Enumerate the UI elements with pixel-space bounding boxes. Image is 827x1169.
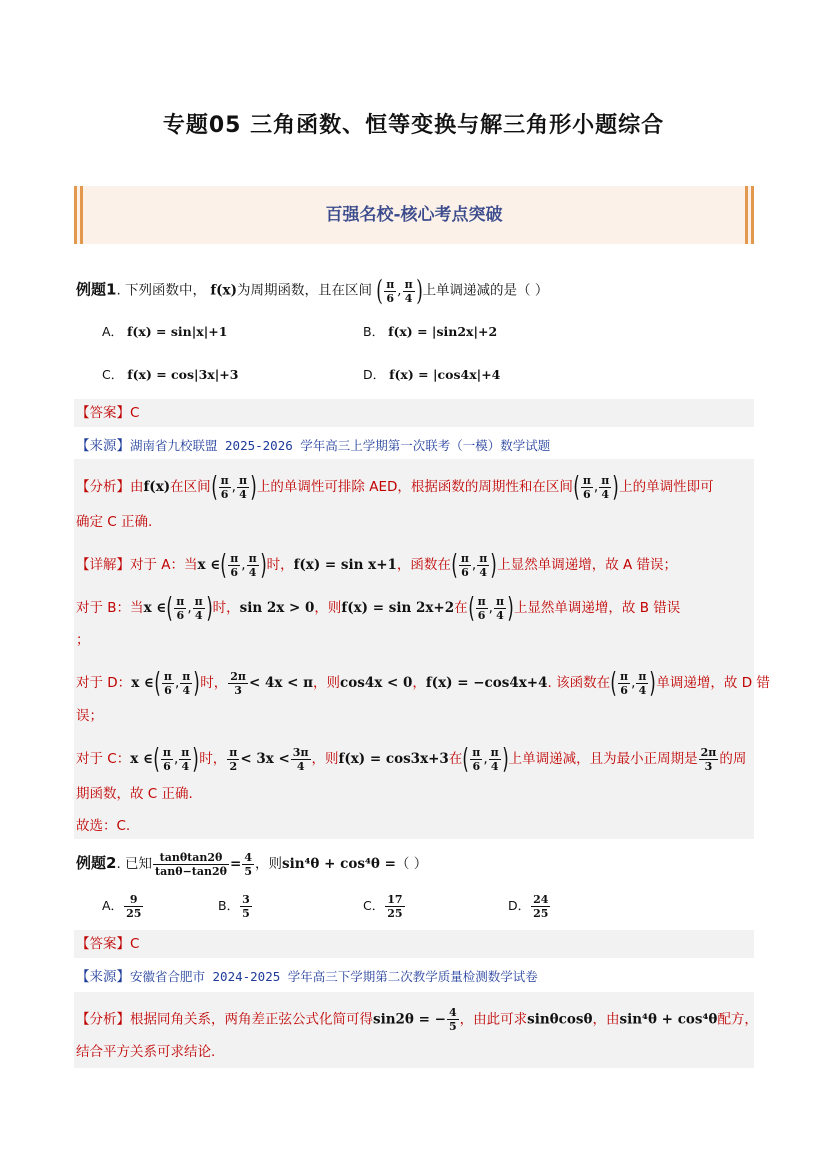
source: 【来源】湖南省九校联盟 2025-2026 学年高三上学期第一次联考（一模）数学试题 [76, 438, 551, 454]
analysis-line-1: 【分析】由f(x)在区间( $\frac{\pi}{6}$ , $\frac{\pi}{4}$ )上的单调性可排除 AED，根据函数的周期性和在区间( $\frac{\pi}{6}$ , $\frac{\pi}{4}$ )上的单调性即可 [76, 470, 714, 503]
detail-a: 【详解】对于 A：当x ∈( $\frac{\pi}{6}$ , $\frac{\pi}{4}$ )时，f(x) = sin x+1，函数在( $\frac{\pi}{6}$ , $\frac{\pi}{4}$ )上显然单调递增，故 A 错误； [76, 548, 678, 581]
q-text: . 下列函数中， [116, 282, 207, 299]
example1-label: 例题1 [76, 280, 117, 299]
example2-question: 例题2. 已知 $\frac{\tan\theta\tan 2\theta}{\tan\theta-\tan 2\theta}$ = $\frac{4}{5}$ ，则sin⁴θ + cos⁴θ =（ ） [76, 851, 428, 878]
detail-b: 对于 B：当x ∈( $\frac{\pi}{6}$ , $\frac{\pi}{4}$ )时，sin 2x > 0，则f(x) = sin 2x+2在( $\frac{\pi}{6}$ , $\frac{\pi}{4}$ )上显然单调递增，故 B 错误 [76, 591, 681, 624]
option-b[interactable]: B． f(x) = |sin2x|+2 [363, 324, 498, 339]
q-text: 为周期函数，且在区间 [236, 282, 372, 299]
option-c[interactable]: C． f(x) = cos|3x|+3 [102, 367, 239, 382]
detail-c-tail: 期函数，故 C 正确. [76, 786, 193, 802]
ex2-option-d[interactable]: D． $\frac{24}{25}$ [508, 893, 549, 920]
frac: $\frac{\pi}{4}$ [404, 277, 413, 305]
answer: 【答案】C [76, 405, 140, 421]
ex2-option-b[interactable]: B． $\frac{3}{5}$ [218, 893, 250, 920]
q-text: 上单调递减的是（ ） [422, 282, 549, 299]
option-a[interactable]: A． f(x) = sin|x|+1 [102, 324, 228, 339]
option-d[interactable]: D． f(x) = |cos4x|+4 [363, 367, 501, 382]
choose: 故选：C. [76, 818, 131, 834]
ex2-option-c[interactable]: C． $\frac{17}{25}$ [363, 893, 403, 920]
section-banner [74, 186, 754, 244]
fx-symbol: f(x) [210, 282, 237, 299]
source2: 【来源】安徽省合肥市 2024-2025 学年高三下学期第二次教学质量检测数学试卷 [76, 969, 538, 985]
detail-b-tail: ； [76, 632, 90, 648]
detail-d-tail: 误； [76, 708, 103, 724]
example1-question: 例题1. 下列函数中， f(x)为周期函数，且在区间 ( $\frac{\pi}{6}$ , $\frac{\pi}{4}$ )上单调递减的是（ ） [76, 274, 549, 307]
example2-label: 例题2 [76, 854, 117, 872]
paren: ( [376, 274, 384, 307]
detail-d: 对于 D：x ∈( $\frac{\pi}{6}$ , $\frac{\pi}{4}$ )时， $\frac{2\pi}{3}$ < 4x < π，则cos4x < 0，f(x) = −cos4x+4. 该函数在( $\frac{\pi}{6}$ , $\frac{\pi}{4}$ )单调递增，故 D 错 [76, 666, 770, 699]
answer2: 【答案】C [76, 936, 140, 952]
page-title: 专题05 三角函数、恒等变换与解三角形小题综合 [162, 113, 665, 138]
paren: ) [415, 274, 423, 307]
frac: $\frac{\pi}{6}$ [386, 277, 395, 305]
analysis2-line-2: 结合平方关系可求结论. [76, 1044, 216, 1060]
ex2-option-a[interactable]: A． $\frac{9}{25}$ [102, 893, 142, 920]
analysis2-line-1: 【分析】根据同角关系，两角差正弦公式化简可得sin2θ = − $\frac{4}{5}$ ，由此可求sinθcosθ，由sin⁴θ + cos⁴θ配方， [76, 1006, 758, 1033]
answer-shade [74, 399, 754, 427]
analysis-line-2: 确定 C 正确. [76, 514, 153, 530]
detail-c: 对于 C：x ∈( $\frac{\pi}{6}$ , $\frac{\pi}{4}$ )时， $\frac{\pi}{2}$ < 3x < $\frac{3\pi}{4}$ ，则f(x) = cos3x+3在( $\frac{\pi}{6}$ , $\frac{\pi}{4}$ )上单调递减，且为最小正周期是 $\frac{2\pi}{3}$ 的周 [76, 742, 747, 775]
solution-shade [74, 459, 754, 839]
banner-text: 百强名校-核心考点突破 [325, 205, 503, 225]
answer2-shade [74, 930, 754, 958]
